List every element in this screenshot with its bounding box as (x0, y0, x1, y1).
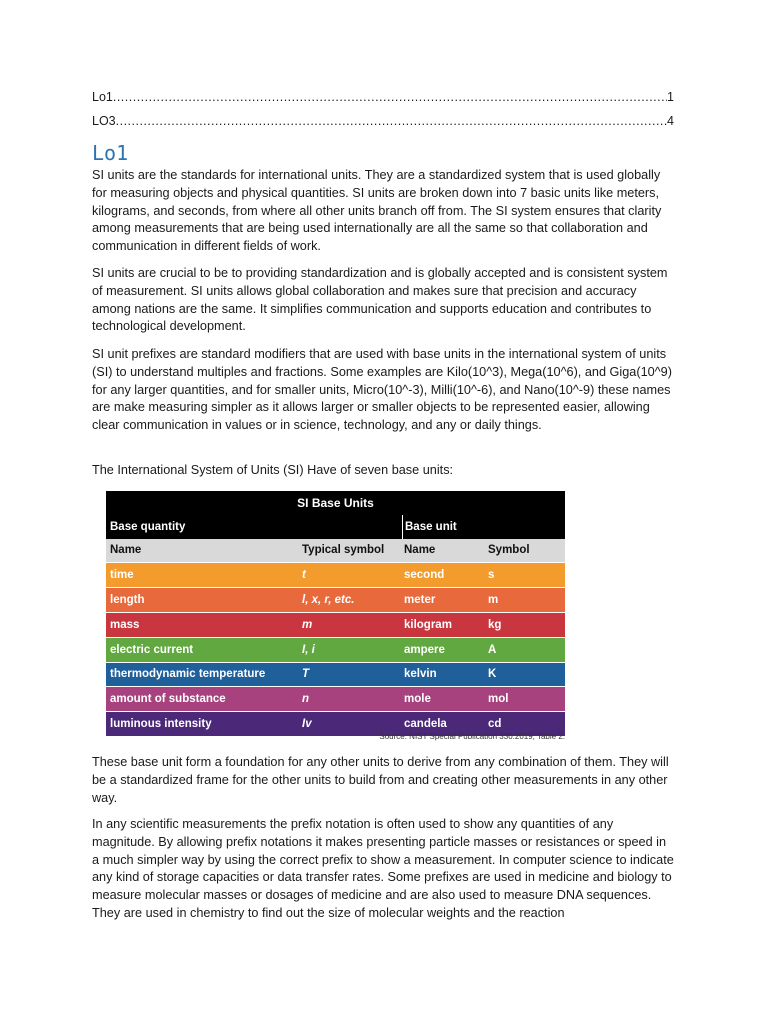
table-row (106, 612, 565, 637)
table-row (106, 686, 565, 711)
unit-symbol: m (488, 594, 499, 607)
typical-symbol: T (302, 668, 310, 681)
toc-page-number: 1 (667, 90, 674, 104)
unit-symbol: A (488, 643, 497, 656)
toc-leader-dots (116, 113, 667, 129)
table-row (106, 637, 565, 662)
unit-symbol: kg (488, 618, 502, 631)
quantity-name: mass (110, 618, 140, 631)
table-row (106, 662, 565, 687)
quantity-name: electric current (110, 643, 194, 656)
unit-symbol: K (488, 668, 497, 681)
table-body (106, 562, 565, 736)
si-base-units-table (106, 491, 565, 736)
toc-label: LO3 (92, 114, 116, 128)
col-unit-name: Name (404, 544, 436, 557)
unit-name: candela (404, 718, 447, 731)
unit-symbol: s (488, 569, 495, 582)
toc-entry-lo1[interactable] (92, 89, 674, 105)
quantity-name: time (110, 569, 134, 582)
unit-name: ampere (404, 643, 445, 656)
col-unit-symbol: Symbol (488, 544, 530, 557)
quantity-name: amount of substance (110, 693, 226, 706)
group-base-quantity: Base quantity (110, 520, 186, 533)
paragraph: These base unit form a foundation for any other units to derive from any combination of them. They will be a standardized frame for the other units to build from and creating other measurements in any other way. (92, 755, 669, 805)
col-typical-symbol: Typical symbol (302, 544, 385, 557)
group-base-unit: Base unit (402, 515, 565, 539)
typical-symbol: l, x, r, etc. (302, 594, 355, 607)
paragraph: In any scientific measurements the prefix notation is often used to show any quantities of any magnitude. By allowing prefix notations it makes presenting particle masses or resistances or speed in a much simpler way by using the correct prefix to show a measurement. In computer science to indicate any kind of storage capacities or data transfer rates. Some prefixes are used in medicine and biology to measure molecular masses or dosages of medicine and are also used to measure DNA sequences. They are used in chemistry to find out the size of molecular weights and the reaction (92, 817, 674, 920)
section-heading: Lo1 (92, 141, 129, 165)
typical-symbol: Iv (302, 718, 312, 731)
paragraph: The International System of Units (SI) Have of seven base units: (92, 463, 454, 477)
unit-name: kelvin (404, 668, 437, 681)
unit-name: meter (404, 594, 436, 607)
table-row (106, 562, 565, 587)
table-source-caption: Source: NIST Special Publication 330:2019, Table 2. (379, 732, 565, 741)
typical-symbol: m (302, 618, 313, 631)
typical-symbol: t (302, 569, 306, 582)
table-group-header (106, 515, 565, 539)
paragraph: SI units are crucial to be to providing standardization and is globally accepted and is consistent system of measurement. SI units allows global collaboration and makes sure that precision and accuracy among nations are the same. It simplifies communication and supports education and contributes to technological development. (92, 266, 668, 334)
toc-label: Lo1 (92, 90, 113, 104)
table-title: SI Base Units (106, 491, 565, 515)
typical-symbol: I, i (302, 643, 315, 656)
col-name: Name (110, 544, 142, 557)
unit-symbol: cd (488, 718, 502, 731)
toc-entry-lo3[interactable] (92, 113, 674, 129)
toc-page-number: 4 (667, 114, 674, 128)
quantity-name: thermodynamic temperature (110, 668, 266, 681)
unit-name: second (404, 569, 445, 582)
paragraph: SI units are the standards for international units. They are a standardized system that is used globally for measuring objects and physical quantities. SI units are broken down into 7 basic units like meters, kilograms, and seconds, from where all other units branch off from. The SI system ensures that clarity among measurements that are being used internationally are all the same so that collaboration and communication in different fields of work. (92, 168, 662, 254)
typical-symbol: n (302, 693, 310, 706)
quantity-name: length (110, 594, 145, 607)
table-column-header (106, 539, 565, 563)
toc-leader-dots (113, 89, 667, 105)
quantity-name: luminous intensity (110, 718, 212, 731)
unit-symbol: mol (488, 693, 509, 706)
unit-name: kilogram (404, 618, 452, 631)
unit-name: mole (404, 693, 431, 706)
table-row (106, 587, 565, 612)
paragraph: SI unit prefixes are standard modifiers that are used with base units in the international system of units (SI) to understand multiples and fractions. Some examples are Kilo(10^3), Mega(10^6), and Giga(10^9) for any larger quantities, and for smaller units, Micro(10^-3), Milli(10^-6), and Nano(10^-9) these names are make measuring simpler as it allows larger or smaller objects to be represented easier, allowing clear communication in values or in science, technology, and any or daily things. (92, 347, 672, 433)
